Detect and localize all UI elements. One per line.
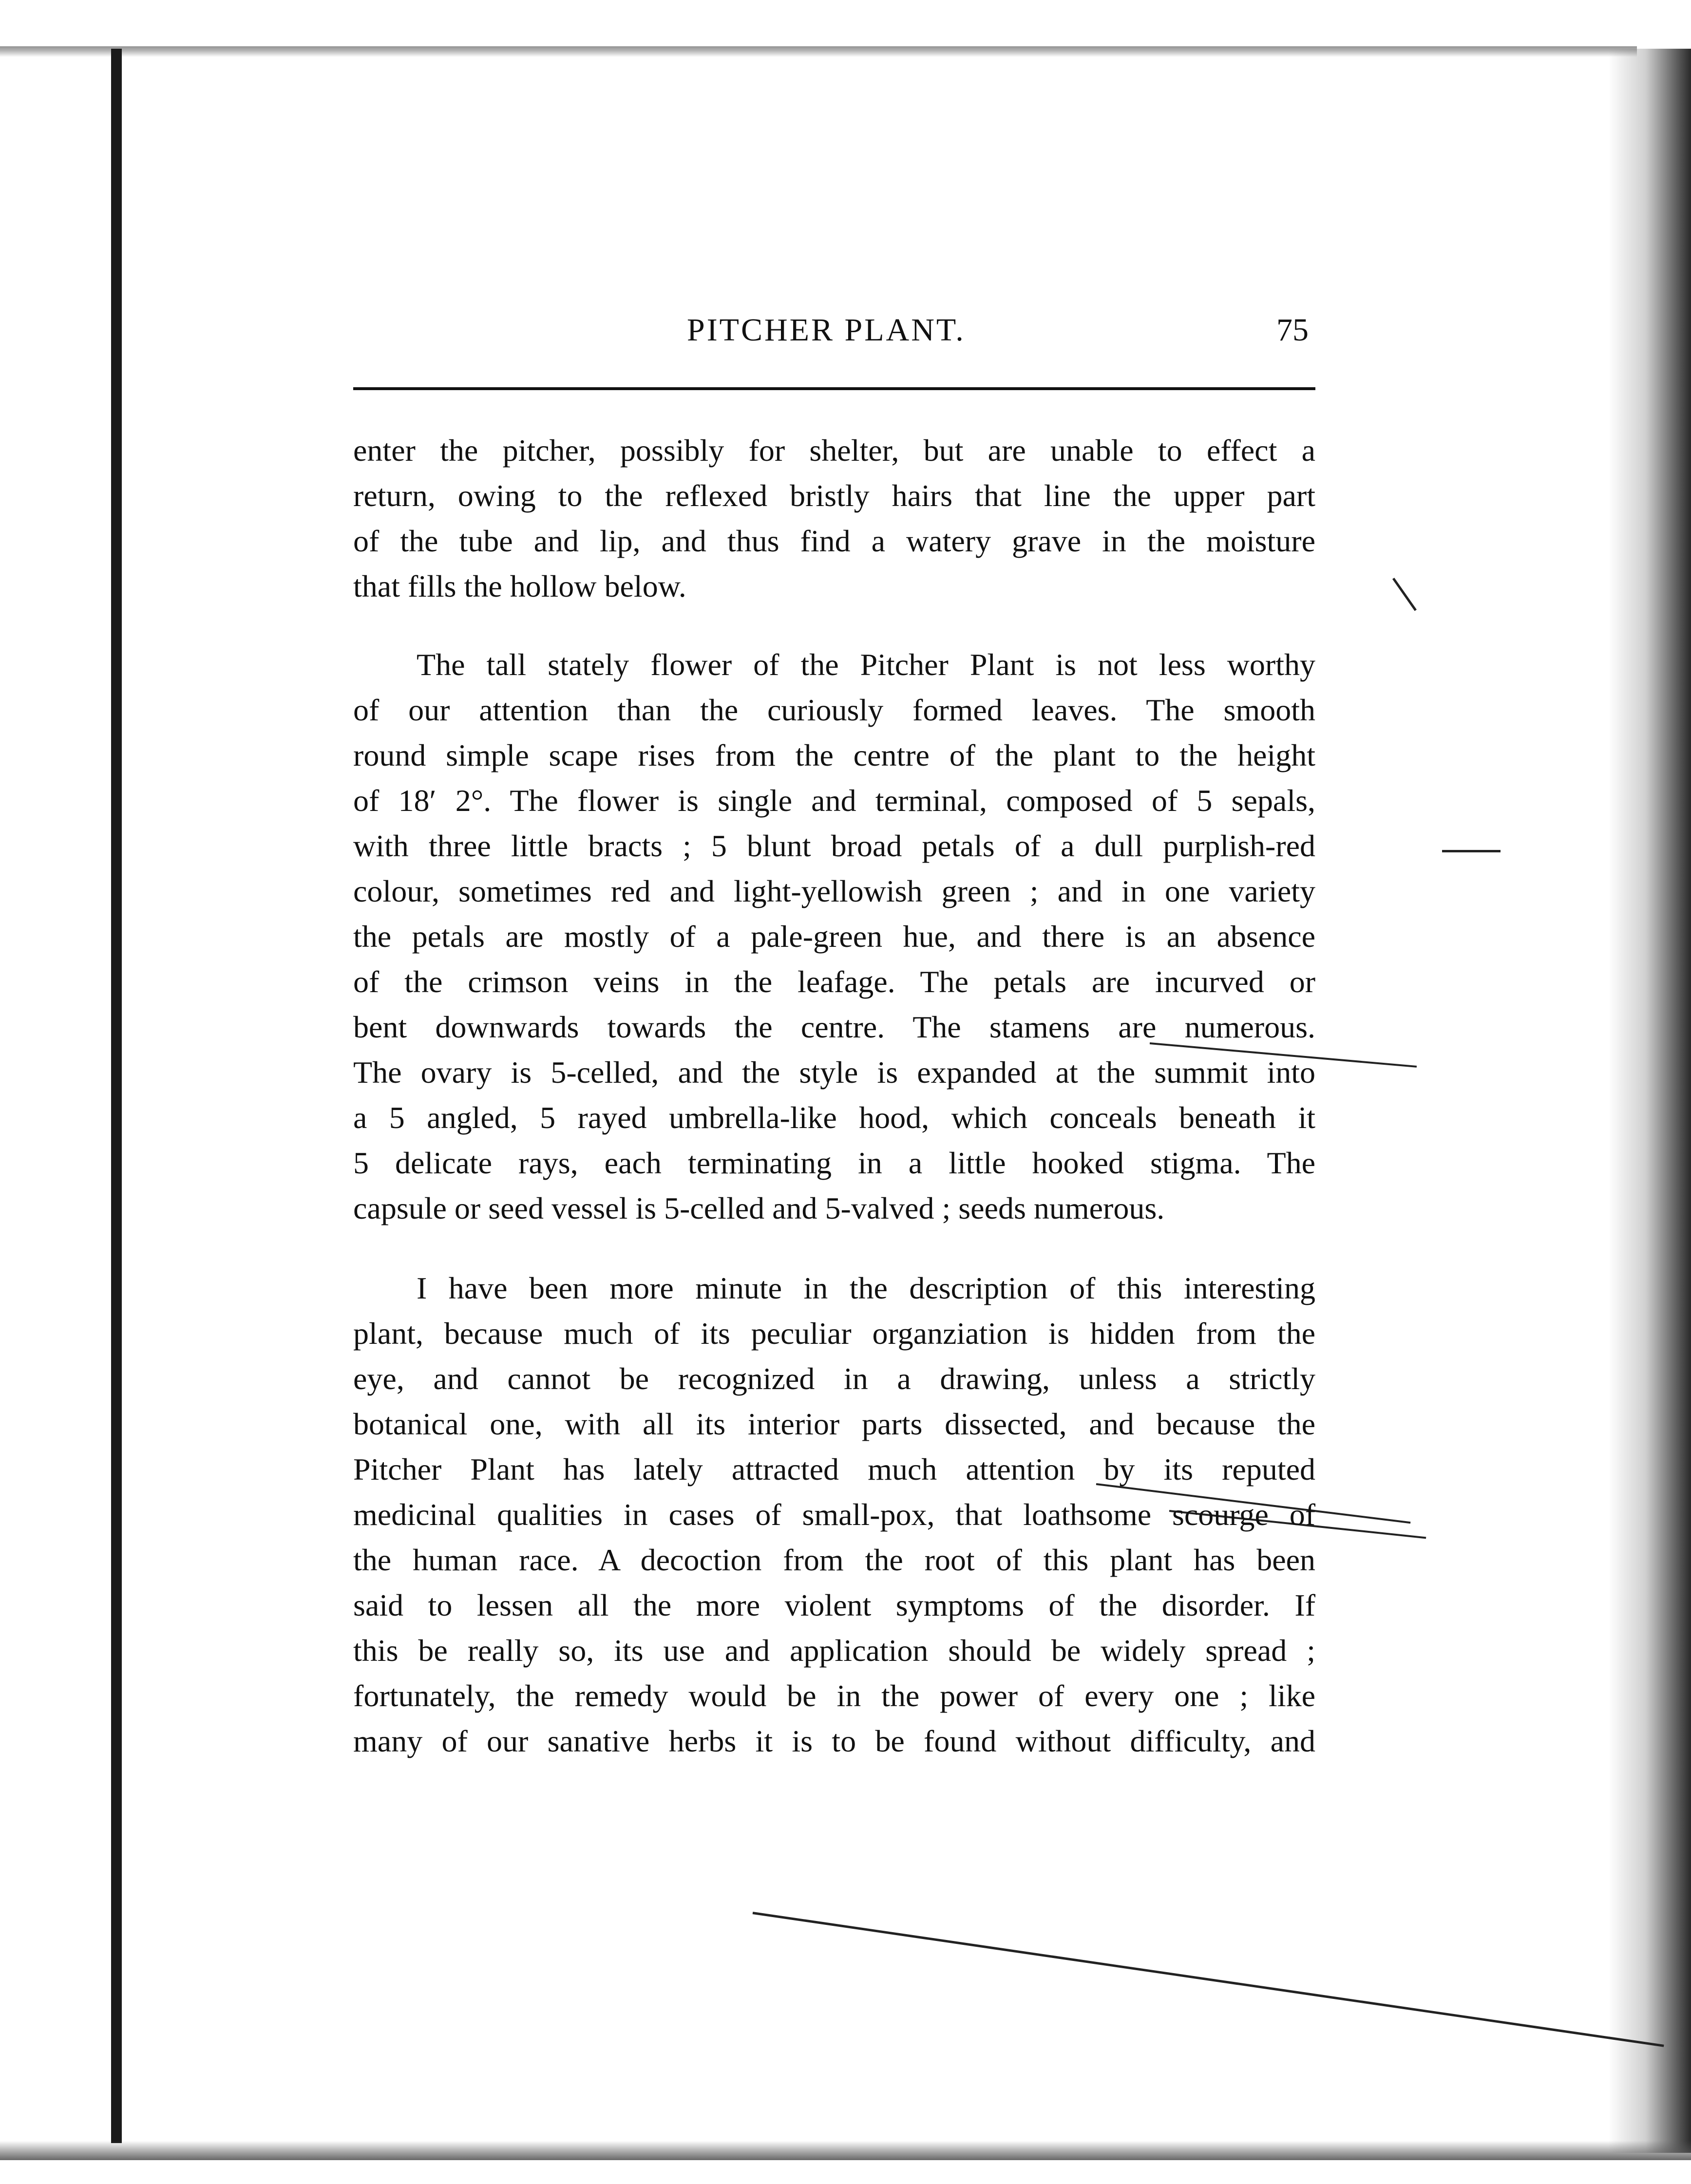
text-line: of the crimson veins in the leafage. The petals are incurved or [353, 964, 1315, 999]
text-line: bent downwards towards the centre. The stamens are numerous. [353, 1010, 1315, 1044]
page-number: 75 [1276, 312, 1309, 348]
text-line: many of our sanative herbs it is to be found without difficulty, and [353, 1724, 1315, 1758]
text-line: of 18′ 2°. The flower is single and terminal, composed of 5 sepals, [353, 783, 1315, 818]
text-line: that fills the hollow below. [353, 569, 686, 603]
paragraph-2 [353, 642, 1315, 1231]
paragraph-1 [353, 428, 1315, 609]
text-line: said to lessen all the more violent symptoms of the disorder. If [353, 1588, 1315, 1622]
text-line: fortunately, the remedy would be in the power of every one ; like [353, 1678, 1315, 1713]
text-line: of our attention than the curiously formed leaves. The smooth [353, 693, 1315, 727]
scan-edge-top [0, 46, 1637, 57]
text-line: the human race. A decoction from the root of this plant has been [353, 1543, 1315, 1577]
header-rule [353, 387, 1315, 390]
text-line: capsule or seed vessel is 5-celled and 5-valved ; seeds numerous. [353, 1191, 1165, 1225]
text-line: The ovary is 5-celled, and the style is expanded at the summit into [353, 1055, 1315, 1090]
text-line: plant, because much of its peculiar organziation is hidden from the [353, 1316, 1315, 1351]
running-title: PITCHER PLANT. [687, 312, 966, 348]
running-head [0, 312, 1691, 365]
text-line: 5 delicate rays, each terminating in a little hooked stigma. The [353, 1146, 1315, 1180]
text-line: botanical one, with all its interior parts dissected, and because the [353, 1407, 1315, 1441]
text-line: the petals are mostly of a pale-green hue, and there is an absence [353, 919, 1315, 954]
paragraph-3 [353, 1265, 1315, 1764]
pencil-mark-slash [1392, 578, 1417, 611]
text-line: a 5 angled, 5 rayed umbrella-like hood, which conceals beneath it [353, 1100, 1315, 1135]
text-line: this be really so, its use and application should be widely spread ; [353, 1633, 1315, 1668]
text-line: eye, and cannot be recognized in a drawing, unless a strictly [353, 1361, 1315, 1396]
text-line: return, owing to the reflexed bristly hairs that line the upper part [353, 478, 1315, 513]
text-line: of the tube and lip, and thus find a watery grave in the moisture [353, 524, 1315, 558]
text-line: colour, sometimes red and light-yellowish green ; and in one variety [353, 874, 1315, 908]
pencil-mark-diagonal [753, 1912, 1664, 2047]
text-line: enter the pitcher, possibly for shelter, but are unable to effect a [353, 433, 1315, 468]
text-line: medicinal qualities in cases of small-pox, that loathsome scourge of [353, 1497, 1315, 1532]
text-line: with three little bracts ; 5 blunt broad petals of a dull purplish-red [353, 828, 1315, 863]
text-line: The tall stately flower of the Pitcher Plant is not less worthy [417, 647, 1315, 682]
text-line: round simple scape rises from the centre of the plant to the height [353, 738, 1315, 772]
pencil-mark-short-right [1442, 850, 1501, 852]
text-line: Pitcher Plant has lately attracted much attention by its reputed [353, 1452, 1315, 1487]
text-line: I have been more minute in the description of this interesting [417, 1271, 1315, 1305]
scan-edge-bottom [0, 2141, 1691, 2160]
